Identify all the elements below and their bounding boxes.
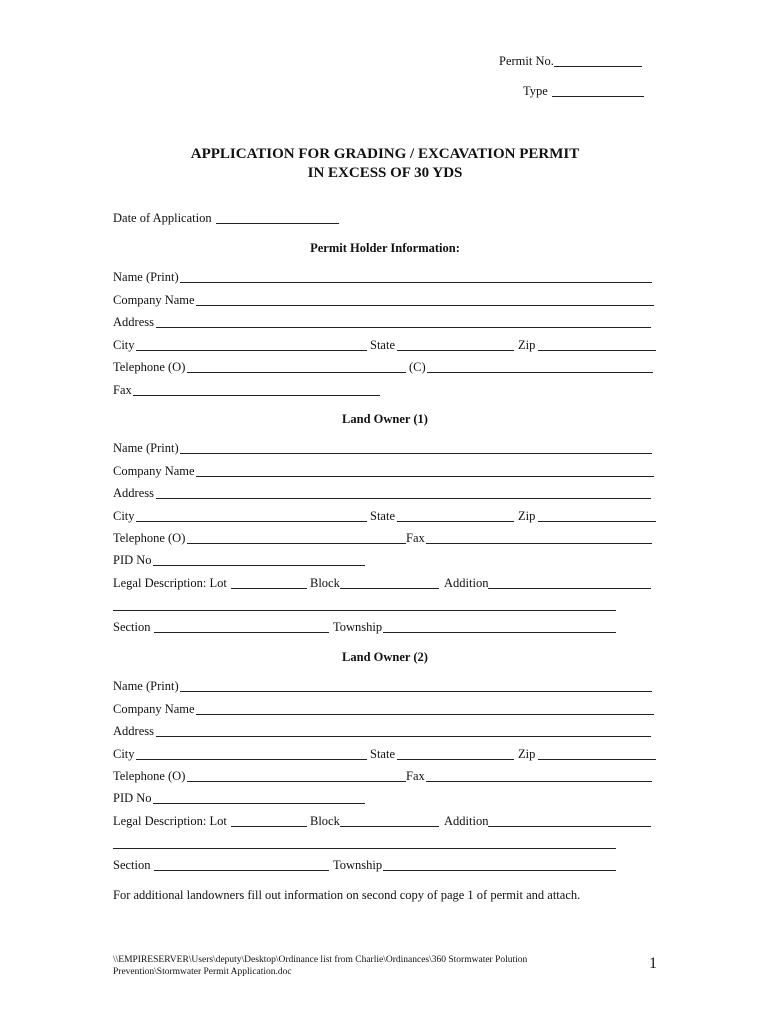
page-subtitle: IN EXCESS OF 30 YDS [307,165,463,181]
o2-name-label: Name (Print) [113,679,179,693]
o2-company-field[interactable] [196,714,654,715]
ph-address-field[interactable] [156,327,651,328]
o1-legal-continuation-field[interactable] [113,610,616,611]
o2-addition-label: Addition [444,814,489,828]
owner2-heading: Land Owner (2) [342,650,428,664]
ph-fax-label: Fax [113,383,132,397]
o2-township-label: Township [333,858,383,872]
o2-city-field[interactable] [136,759,367,760]
o1-company-label: Company Name [113,464,195,478]
o1-telephone-label: Telephone (O) [113,531,186,545]
o2-section-label: Section [113,858,151,872]
o1-township-label: Township [333,620,383,634]
o1-fax-label: Fax [406,531,425,545]
ph-fax-field[interactable] [133,395,380,396]
o1-state-label: State [370,509,395,523]
ph-telephone-field[interactable] [187,372,406,373]
ph-city-field[interactable] [136,350,367,351]
o2-block-label: Block [310,814,340,828]
o2-pid-field[interactable] [153,803,365,804]
ph-state-field[interactable] [397,350,514,351]
o1-addition-label: Addition [444,576,489,590]
o2-section-field[interactable] [154,870,329,871]
o2-company-label: Company Name [113,702,195,716]
o1-company-field[interactable] [196,476,654,477]
o2-zip-label: Zip [518,747,536,761]
footer-path-line1: \\EMPIRESERVER\Users\deputy\Desktop\Ordinance list from Charlie\Ordinances\360 Stormwater Polution [113,955,528,965]
ph-telephone-label: Telephone (O) [113,360,186,374]
o1-block-field[interactable] [340,588,439,589]
o1-addition-field[interactable] [488,588,651,589]
ph-cell-field[interactable] [427,372,653,373]
ph-zip-field[interactable] [538,350,656,351]
page-title: APPLICATION FOR GRADING / EXCAVATION PERMIT [190,146,580,162]
o2-telephone-field[interactable] [187,781,406,782]
o1-zip-field[interactable] [538,521,656,522]
o1-pid-field[interactable] [153,565,365,566]
page-number: 1 [649,955,657,972]
o2-block-field[interactable] [340,826,439,827]
ph-zip-label: Zip [518,338,536,352]
ph-state-label: State [370,338,395,352]
o2-address-label: Address [113,724,154,738]
o1-name-label: Name (Print) [113,441,179,455]
ph-company-field[interactable] [196,305,654,306]
permit-holder-heading: Permit Holder Information: [310,241,460,255]
o1-pid-label: PID No [113,553,152,567]
footer-path-line2: Prevention\Stormwater Permit Application.doc [113,967,292,977]
o1-lot-field[interactable] [231,588,307,589]
owner1-heading: Land Owner (1) [342,412,428,426]
type-label: Type [523,84,548,98]
o1-telephone-field[interactable] [187,543,406,544]
o2-name-field[interactable] [180,691,652,692]
o2-address-field[interactable] [156,736,651,737]
o1-fax-field[interactable] [426,543,652,544]
o1-city-field[interactable] [136,521,367,522]
o1-section-field[interactable] [154,632,329,633]
permit-no-field[interactable] [554,66,642,67]
ph-name-field[interactable] [180,282,652,283]
date-field[interactable] [216,223,339,224]
ph-cell-label: (C) [409,360,426,374]
o2-pid-label: PID No [113,791,152,805]
o2-lot-field[interactable] [231,826,307,827]
date-label: Date of Application [113,211,212,225]
permit-no-label: Permit No. [499,54,554,68]
o1-section-label: Section [113,620,151,634]
additional-landowners-note: For additional landowners fill out information on second copy of page 1 of permit and attach. [113,888,581,902]
o1-address-label: Address [113,486,154,500]
ph-name-label: Name (Print) [113,270,179,284]
o2-fax-label: Fax [406,769,425,783]
o2-legal-continuation-field[interactable] [113,848,616,849]
o2-state-label: State [370,747,395,761]
o1-block-label: Block [310,576,340,590]
ph-address-label: Address [113,315,154,329]
o1-city-label: City [113,509,135,523]
ph-city-label: City [113,338,135,352]
o2-legal-label: Legal Description: Lot [113,814,227,828]
o2-fax-field[interactable] [426,781,652,782]
o2-state-field[interactable] [397,759,514,760]
o1-address-field[interactable] [156,498,651,499]
ph-company-label: Company Name [113,293,195,307]
o1-zip-label: Zip [518,509,536,523]
o1-legal-label: Legal Description: Lot [113,576,227,590]
o2-city-label: City [113,747,135,761]
o2-telephone-label: Telephone (O) [113,769,186,783]
type-field[interactable] [552,96,644,97]
o1-state-field[interactable] [397,521,514,522]
o2-addition-field[interactable] [488,826,651,827]
o1-name-field[interactable] [180,453,652,454]
o1-township-field[interactable] [383,632,616,633]
o2-township-field[interactable] [383,870,616,871]
o2-zip-field[interactable] [538,759,656,760]
